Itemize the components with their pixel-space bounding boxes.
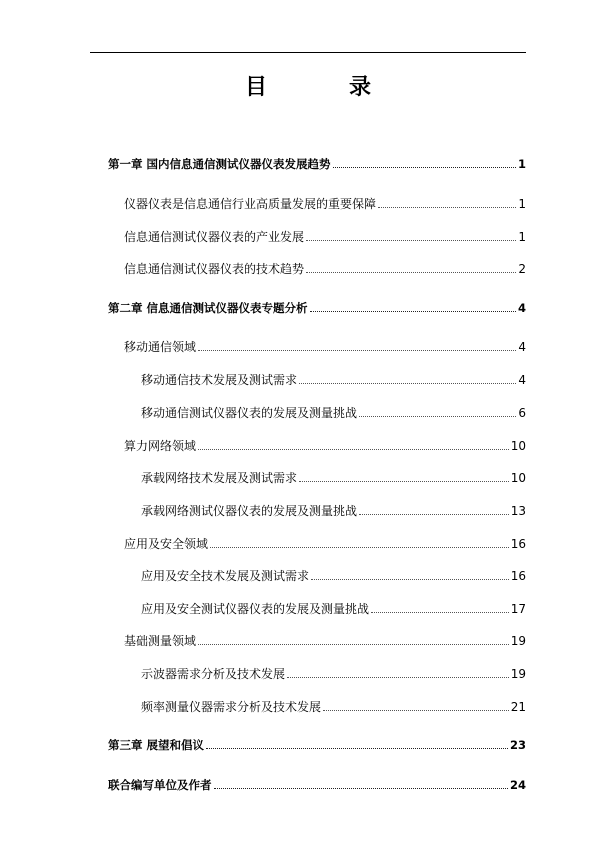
toc-entry[interactable] <box>141 698 526 716</box>
toc-leader <box>198 338 516 351</box>
toc-entry[interactable] <box>141 665 526 683</box>
toc-entry-label: 应用及安全技术发展及测试需求 <box>141 569 310 583</box>
toc-entry-label: 移动通信测试仪器仪表的发展及测量挑战 <box>141 406 358 420</box>
toc-entry[interactable] <box>124 195 526 213</box>
toc-leader <box>333 155 516 168</box>
toc-entry[interactable] <box>124 437 526 455</box>
page-title: 目 录 <box>244 75 401 100</box>
toc-entry-page: 16 <box>510 537 526 551</box>
toc-entry[interactable] <box>141 567 526 585</box>
toc-leader <box>323 698 509 711</box>
toc-entry-label: 移动通信技术发展及测试需求 <box>141 373 298 387</box>
toc-entry[interactable] <box>141 502 526 520</box>
toc-entry-page: 19 <box>510 634 526 648</box>
toc-leader <box>306 228 516 241</box>
toc-entry-page: 24 <box>509 778 526 792</box>
toc-leader <box>214 776 508 789</box>
toc-entry-label: 应用及安全测试仪器仪表的发展及测量挑战 <box>141 602 370 616</box>
toc-entry-page: 16 <box>510 569 526 583</box>
toc-entry[interactable] <box>124 260 526 278</box>
toc-entry-label: 基础测量领域 <box>124 634 197 648</box>
toc-entry-page: 6 <box>518 406 526 420</box>
toc-entry-label: 应用及安全领域 <box>124 537 209 551</box>
toc-entry-page: 21 <box>510 700 526 714</box>
toc-entry-page: 23 <box>509 738 526 752</box>
toc-leader <box>287 665 509 678</box>
toc-entry[interactable] <box>141 600 526 618</box>
toc-entry-label: 示波器需求分析及技术发展 <box>141 667 286 681</box>
toc-entry[interactable] <box>124 535 526 553</box>
toc-leader <box>299 469 509 482</box>
toc-entry-page: 13 <box>510 504 526 518</box>
toc-leader <box>371 600 509 613</box>
toc-entry-label: 算力网络领域 <box>124 439 197 453</box>
toc-leader <box>306 260 516 273</box>
toc-leader <box>378 195 516 208</box>
toc-entry[interactable] <box>141 404 526 422</box>
toc-entry[interactable] <box>124 338 526 356</box>
toc-entry-page: 4 <box>518 373 526 387</box>
toc-entry-label: 第二章 信息通信测试仪器仪表专题分析 <box>108 301 308 315</box>
toc-leader <box>299 371 516 384</box>
toc-entry[interactable] <box>108 736 526 754</box>
toc-entry[interactable] <box>141 371 526 389</box>
toc-entry[interactable] <box>124 632 526 650</box>
toc-entry[interactable] <box>108 776 526 794</box>
header-rule <box>90 52 526 53</box>
toc-entry[interactable] <box>124 228 526 246</box>
toc-entry-label: 承载网络测试仪器仪表的发展及测量挑战 <box>141 504 358 518</box>
toc-leader <box>198 437 509 450</box>
toc-entry-label: 信息通信测试仪器仪表的技术趋势 <box>124 262 305 276</box>
toc-entry-page: 4 <box>517 301 526 315</box>
toc-entry-page: 1 <box>518 197 526 211</box>
toc-entry-page: 2 <box>518 262 526 276</box>
toc-entry-label: 频率测量仪器需求分析及技术发展 <box>141 700 322 714</box>
toc-entry-page: 19 <box>510 667 526 681</box>
toc-leader <box>210 535 509 548</box>
toc-entry-page: 10 <box>510 471 526 485</box>
toc-entry-page: 17 <box>510 602 526 616</box>
toc-entry-label: 联合编写单位及作者 <box>108 778 212 792</box>
toc-entry-label: 仪器仪表是信息通信行业高质量发展的重要保障 <box>124 197 377 211</box>
toc-entry-label: 第一章 国内信息通信测试仪器仪表发展趋势 <box>108 157 331 171</box>
toc-leader <box>310 299 516 312</box>
toc-entry-label: 承载网络技术发展及测试需求 <box>141 471 298 485</box>
toc-entry-page: 1 <box>518 230 526 244</box>
toc-entry[interactable] <box>141 469 526 487</box>
toc-entry-label: 第三章 展望和倡议 <box>108 738 205 752</box>
toc-entry[interactable] <box>108 299 526 317</box>
toc-leader <box>359 404 516 417</box>
toc-entry[interactable] <box>108 155 526 173</box>
toc-entry-page: 4 <box>518 340 526 354</box>
toc-leader <box>311 567 509 580</box>
toc-leader <box>206 736 508 749</box>
toc-entry-label: 信息通信测试仪器仪表的产业发展 <box>124 230 305 244</box>
toc-leader <box>359 502 509 515</box>
toc-entry-page: 10 <box>510 439 526 453</box>
toc-leader <box>198 632 509 645</box>
toc-entry-page: 1 <box>517 157 526 171</box>
toc-entry-label: 移动通信领域 <box>124 340 197 354</box>
